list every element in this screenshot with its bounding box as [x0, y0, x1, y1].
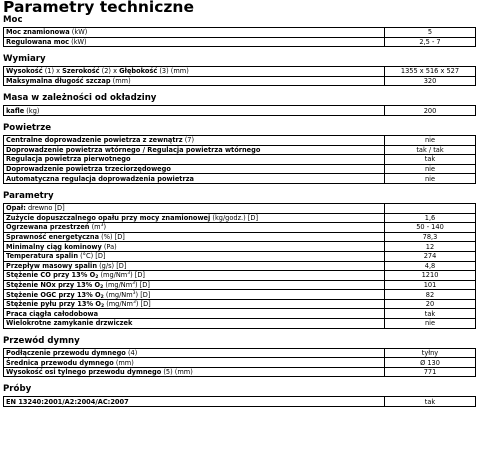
row-value: tak [385, 397, 476, 407]
row-label: Centralne doprowadzenie powietrza z zewnątrz (7) [4, 135, 385, 145]
table-row [4, 164, 476, 174]
row-value: 1355 x 516 x 527 [385, 67, 476, 77]
row-value: tyłny [385, 348, 476, 358]
row-label: Wysokość (1) x Szerokość (2) x Głębokość (3) (mm) [4, 67, 385, 77]
table-row [4, 223, 476, 233]
row-value: 82 [385, 290, 476, 300]
table-row [4, 174, 476, 184]
table-row [4, 145, 476, 155]
table-row [4, 232, 476, 242]
row-value [385, 203, 476, 213]
table-row [4, 242, 476, 252]
row-label: EN 13240:2001/A2:2004/AC:2007 [4, 397, 385, 407]
row-label: Wysokość osi tylnego przewodu dymnego (5) (mm) [4, 367, 385, 377]
row-label: Minimalny ciąg kominowy (Pa) [4, 242, 385, 252]
spec-table [3, 66, 476, 86]
spec-table [3, 203, 476, 329]
table-row [4, 397, 476, 407]
row-value: Ø 130 [385, 358, 476, 368]
row-value: 12 [385, 242, 476, 252]
row-label: Doprowadzenie powietrza wtórnego / Regulacja powietrza wtórnego [4, 145, 385, 155]
row-label: Stężenie NOx przy 13% $O_2$ (mg/Nm$^3$) [D] [4, 280, 385, 290]
table-row [4, 348, 476, 358]
spec-table [3, 396, 476, 407]
table-row [4, 367, 476, 377]
table-row [4, 213, 476, 223]
row-label: Stężenie pyłu przy 13% $O_2$ (mg/Nm$^3$) [D] [4, 299, 385, 309]
table-row [4, 280, 476, 290]
sections-container [3, 15, 476, 407]
spec-table [3, 348, 476, 378]
row-label: Praca ciągła całodobowa [4, 309, 385, 319]
section-heading: Moc [3, 15, 23, 25]
section-heading: Powietrze [3, 122, 52, 133]
table-row [4, 290, 476, 300]
table-row [4, 358, 476, 368]
row-label: Stężenie CO przy 13% $O_2$ (mg/Nm$^3$) [D] [4, 271, 385, 281]
row-label: Przepływ masowy spalin (g/s) [D] [4, 261, 385, 271]
row-value: 4,8 [385, 261, 476, 271]
row-label: Stężenie OGC przy 13% $O_2$ (mg/Nm$^3$) [D] [4, 290, 385, 300]
spec-table [3, 105, 476, 116]
table-row [4, 37, 476, 47]
row-label: Średnica przewodu dymnego (mm) [4, 358, 385, 368]
table-row [4, 261, 476, 271]
row-label: Moc znamionowa (kW) [4, 28, 385, 38]
row-value: 50 - 140 [385, 223, 476, 233]
section-heading: Parametry [3, 190, 54, 201]
row-label: Opał: drewno [D] [4, 203, 385, 213]
row-label: Wielokrotne zamykanie drzwiczek [4, 319, 385, 329]
table-row [4, 135, 476, 145]
section-heading: Wymiary [3, 54, 46, 65]
row-value: tak [385, 309, 476, 319]
table-row [4, 155, 476, 165]
row-value: 5 [385, 28, 476, 38]
table-row [4, 28, 476, 38]
section-heading: Przewód dymny [3, 335, 80, 346]
row-value: 771 [385, 367, 476, 377]
table-row [4, 67, 476, 77]
row-label: Ogrzewana przestrzeń $(m^3)$ [4, 223, 385, 233]
row-value: 274 [385, 251, 476, 261]
table-row [4, 299, 476, 309]
section-heading: Próby [3, 384, 32, 395]
row-label: Podłączenie przewodu dymnego (4) [4, 348, 385, 358]
table-row [4, 309, 476, 319]
row-label: Zużycie dopuszczalnego opału przy mocy znamionowej (kg/godz.) [D] [4, 213, 385, 223]
table-row [4, 251, 476, 261]
page-title: Parametry techniczne [3, 0, 194, 16]
row-value: 2,5 - 7 [385, 37, 476, 47]
row-label: Automatyczna regulacja doprowadzenia powietrza [4, 174, 385, 184]
row-value: tak [385, 155, 476, 165]
row-label: Regulacja powietrza pierwotnego [4, 155, 385, 165]
row-value: nie [385, 135, 476, 145]
row-label: Sprawność energetyczna (%) [D] [4, 232, 385, 242]
row-label: Maksymalna długość szczap (mm) [4, 76, 385, 86]
row-label: Temperatura spalin (°C) [D] [4, 251, 385, 261]
row-label: Regulowana moc (kW) [4, 37, 385, 47]
spec-table [3, 27, 476, 47]
row-value: tak / tak [385, 145, 476, 155]
row-value: 1,6 [385, 213, 476, 223]
table-row [4, 271, 476, 281]
section-heading: Masa w zależności od okładziny [3, 93, 157, 104]
row-value: nie [385, 319, 476, 329]
table-row [4, 76, 476, 86]
table-row [4, 319, 476, 329]
row-value: 200 [385, 106, 476, 116]
row-value: 20 [385, 299, 476, 309]
table-row [4, 106, 476, 116]
row-label: Doprowadzenie powietrza trzeciorzędowego [4, 164, 385, 174]
spec-table [3, 135, 476, 184]
row-value: nie [385, 174, 476, 184]
row-value: 78,3 [385, 232, 476, 242]
table-row [4, 203, 476, 213]
row-value: 320 [385, 76, 476, 86]
row-value: 101 [385, 280, 476, 290]
row-label: kafle (kg) [4, 106, 385, 116]
row-value: nie [385, 164, 476, 174]
row-value: 1210 [385, 271, 476, 281]
